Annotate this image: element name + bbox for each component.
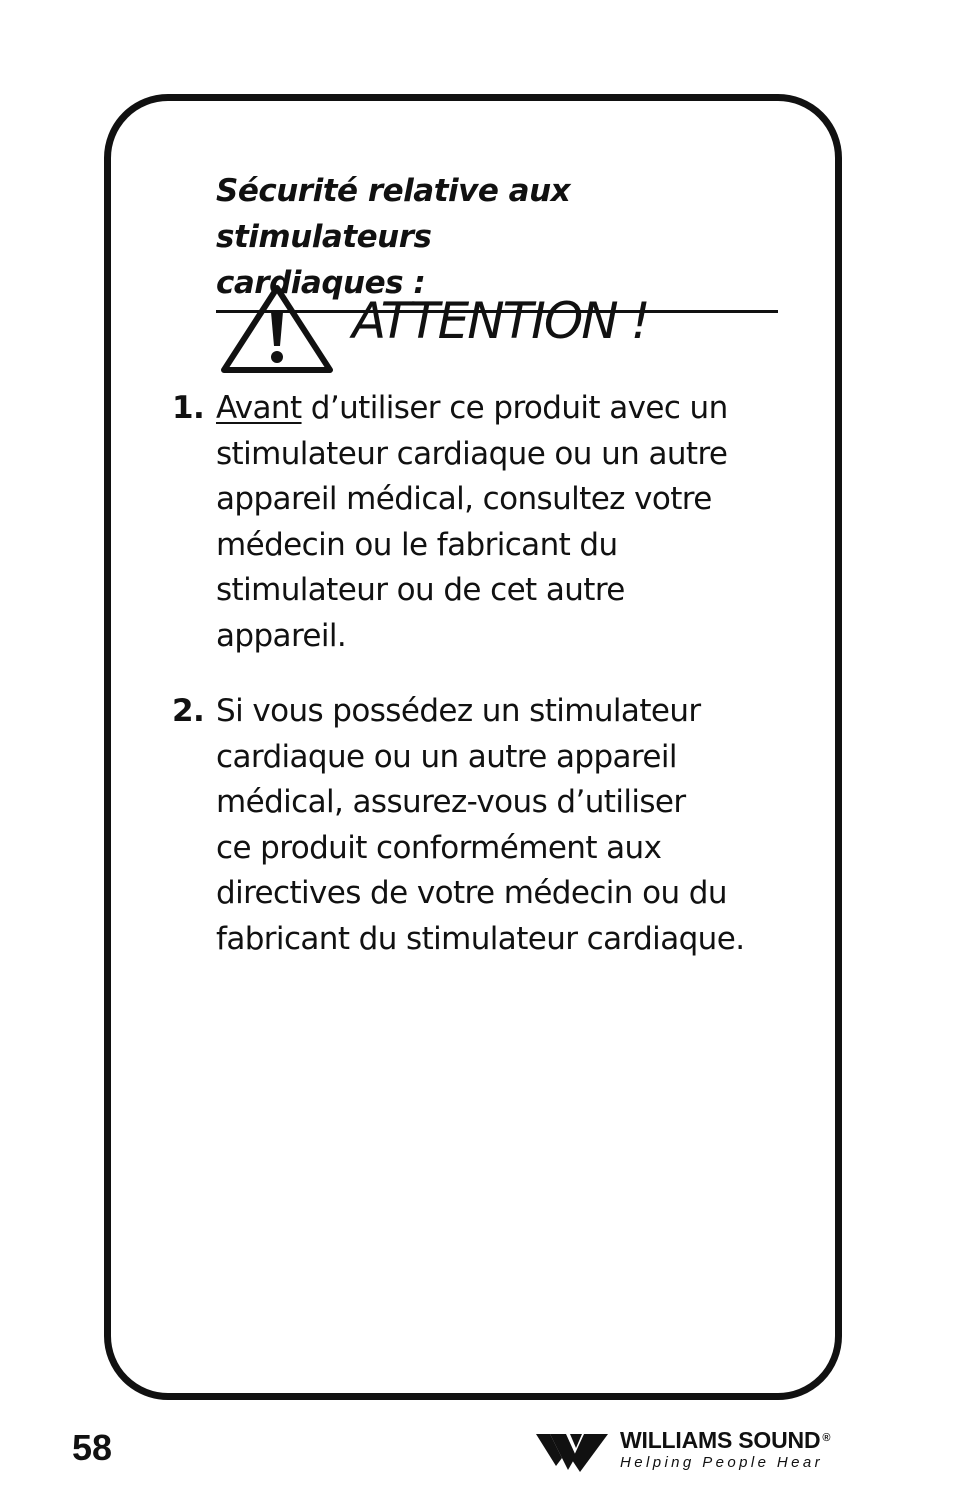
list-item — [172, 386, 792, 659]
item-line: appareil. — [216, 617, 347, 654]
item-line-rest: d’utiliser ce produit avec un — [301, 390, 728, 426]
item-line: Si vous possédez un stimulateur — [216, 693, 701, 729]
item-line: ce produit conformément aux — [216, 829, 662, 866]
williams-sound-logo-icon — [536, 1428, 610, 1472]
heading-line: cardiaques : — [216, 265, 426, 301]
item-text — [216, 689, 792, 962]
item-line: stimulateur ou de cet autre — [216, 572, 625, 608]
item-line: fabricant du stimulateur cardiaque. — [216, 920, 745, 957]
list-item — [172, 689, 792, 962]
brand-logo — [536, 1424, 856, 1476]
warning-triangle-icon — [218, 282, 336, 376]
brand-tagline: Helping People Hear — [620, 1454, 824, 1471]
item-line: directives de votre médecin ou du — [216, 875, 727, 911]
attention-label: ATTENTION ! — [352, 292, 649, 350]
item-line: médical, assurez-vous d’utiliser — [216, 784, 686, 820]
emphasized-word: Avant — [216, 390, 302, 426]
item-line: cardiaque ou un autre appareil — [216, 738, 677, 775]
heading-line: Sécurité relative aux stimulateurs — [216, 173, 571, 255]
brand-name — [620, 1426, 830, 1454]
item-text — [216, 386, 792, 659]
item-line: appareil médical, consultez votre — [216, 481, 712, 517]
item-line — [216, 386, 792, 432]
item-number: 2. — [172, 693, 205, 729]
item-line: stimulateur cardiaque ou un autre — [216, 435, 728, 472]
item-number: 1. — [172, 390, 205, 426]
page-number: 58 — [72, 1427, 113, 1468]
brand-name-text: WILLIAMS SOUND — [620, 1427, 821, 1453]
registered-mark: ® — [822, 1432, 831, 1444]
item-line: médecin ou le fabricant du — [216, 526, 618, 563]
